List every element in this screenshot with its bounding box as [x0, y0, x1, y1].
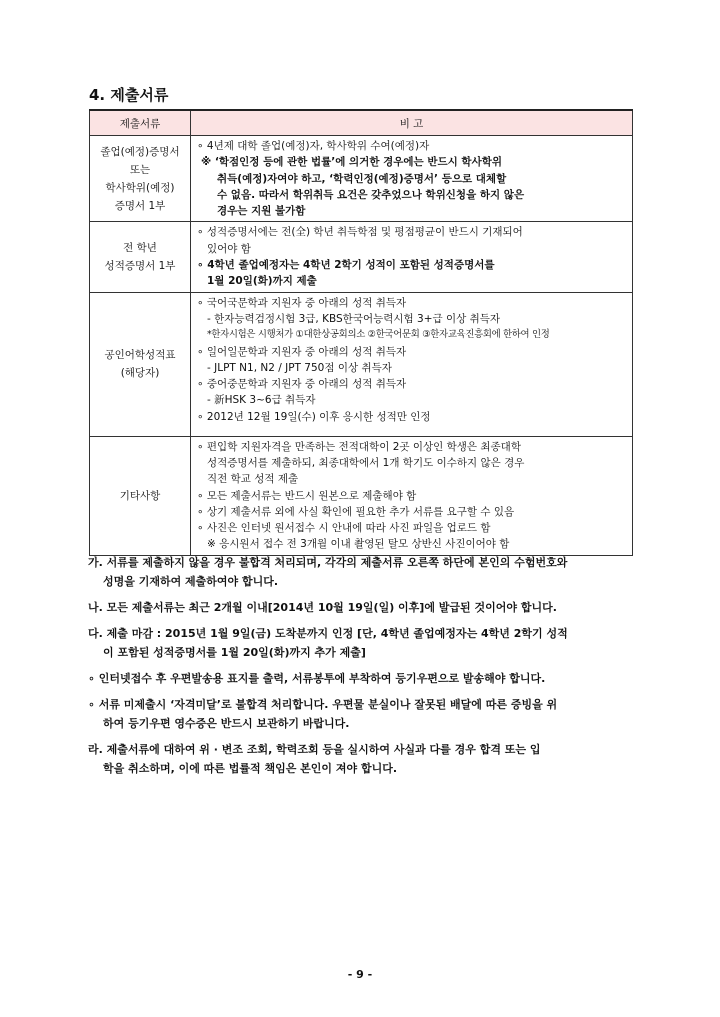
document-label — [90, 222, 191, 292]
note-line: 1월 20일(화)까지 제출 — [207, 275, 317, 288]
paragraph-line: 하여 등기우편 영수증은 반드시 보관하기 바랍니다. — [103, 717, 350, 730]
section-title: 4. 제출서류 — [89, 86, 169, 104]
document-note — [191, 292, 633, 436]
table-row — [90, 292, 633, 436]
note-paragraph — [88, 740, 640, 778]
note-line: ∘ 사진은 인터넷 원서접수 시 안내에 따라 사진 파일을 업로드 함 — [197, 522, 491, 535]
note-line: ∘ 편입학 지원자격을 만족하는 전적대학이 2곳 이상인 학생은 최종대학 — [197, 440, 521, 453]
label-line: 공인어학성적표 — [104, 349, 176, 362]
submission-documents-table — [89, 109, 633, 556]
paragraph-line: 학을 취소하며, 이에 따른 법률적 책임은 본인이 져야 합니다. — [103, 762, 398, 775]
note-line: ∘ 중어중문학과 지원자 중 아래의 성적 취득자 — [197, 378, 407, 391]
label-line: 증명서 1부 — [114, 199, 166, 212]
document-note — [191, 222, 633, 292]
note-line: 경우는 지원 불가함 — [217, 205, 306, 218]
label-line: 졸업(예정)증명서 — [100, 145, 180, 158]
page-number: - 9 - — [347, 968, 373, 981]
table-row — [90, 222, 633, 292]
paragraph-line: ∘ 서류 미제출시 ‘자격미달’로 불합격 처리합니다. 우편물 분실이나 잘못된 배달에 따른 증빙을 위 — [88, 698, 558, 711]
document-note — [191, 436, 633, 555]
document-note — [191, 136, 633, 222]
paragraph-line: 나. 모든 제출서류는 최근 2개월 이내[2014년 10월 19일(일) 이후]에 발급된 것이어야 합니다. — [88, 601, 557, 614]
note-paragraph — [88, 553, 640, 591]
table-header-row — [90, 110, 633, 136]
note-line: ∘ 모든 제출서류는 반드시 원본으로 제출해야 함 — [197, 489, 417, 502]
header-documents: 제출서류 — [90, 110, 191, 136]
note-paragraph — [88, 598, 640, 617]
note-line: ∘ 일어일문학과 지원자 중 아래의 성적 취득자 — [197, 345, 407, 358]
note-line: - 한자능력검정시험 3급, KBS한국어능력시험 3+급 이상 취득자 — [207, 312, 501, 325]
label-line: 또는 — [129, 163, 151, 176]
note-line: 직전 학교 성적 제출 — [207, 473, 299, 486]
paragraph-line: 이 포함된 성적증명서를 1월 20일(화)까지 추가 제출] — [103, 646, 366, 659]
note-line: ∘ 4학년 졸업예정자는 4학년 2학기 성적이 포함된 성적증명서를 — [197, 259, 495, 272]
note-line: 취득(예정)자여야 하고, ‘학력인정(예정)증명서’ 등으로 대체할 — [217, 172, 507, 185]
paragraph-line: 가. 서류를 제출하지 않을 경우 불합격 처리되며, 각각의 제출서류 오른쪽 하단에 본인의 수험번호와 — [88, 556, 568, 569]
document-label — [90, 136, 191, 222]
note-line: ∘ 4년제 대학 졸업(예정)자, 학사학위 수여(예정)자 — [197, 140, 430, 152]
document-label — [90, 436, 191, 555]
note-line: 수 없음. 따라서 학위취득 요건은 갖추었으나 학위신청을 하지 않은 — [217, 188, 525, 201]
table-row — [90, 436, 633, 555]
label-line: 성적증명서 1부 — [104, 260, 176, 273]
note-line: 있어야 함 — [207, 242, 251, 255]
note-line: 성적증명서를 제출하되, 최종대학에서 1개 학기도 이수하지 않은 경우 — [207, 456, 525, 469]
table-row — [90, 136, 633, 222]
label-line: (해당자) — [120, 367, 160, 380]
note-line: ∘ 성적증명서에는 전(全) 학년 취득학점 및 평점평균이 반드시 기재되어 — [197, 226, 523, 239]
note-line: ※ ‘학점인정 등에 관한 법률’에 의거한 경우에는 반드시 학사학위 — [201, 156, 503, 169]
note-line: *한자시험은 시행처가 ①대한상공회의소 ②한국어문회 ③한자교육진흥회에 한하여 인정 — [207, 329, 550, 341]
note-paragraph — [88, 624, 640, 662]
header-notes: 비 고 — [191, 110, 633, 136]
notes-section — [88, 553, 640, 785]
label-line: 기타사항 — [119, 489, 161, 502]
label-line: 전 학년 — [123, 242, 157, 255]
paragraph-line: 다. 제출 마감 : 2015년 1월 9일(금) 도착분까지 인정 [단, 4학년 졸업예정자는 4학년 2학기 성적 — [88, 627, 568, 640]
paragraph-line: 라. 제출서류에 대하여 위 · 변조 조회, 학력조회 등을 실시하여 사실과 다를 경우 합격 또는 입 — [88, 743, 541, 756]
paragraph-line: 성명을 기재하여 제출하여야 합니다. — [103, 575, 279, 588]
note-paragraph — [88, 695, 640, 733]
note-line: ※ 응시원서 접수 전 3개월 이내 촬영된 탈모 상반신 사진이어야 함 — [207, 538, 510, 551]
document-label — [90, 292, 191, 436]
note-line: ∘ 상기 제출서류 외에 사실 확인에 필요한 추가 서류를 요구할 수 있음 — [197, 505, 515, 518]
label-line: 학사학위(예정) — [105, 181, 175, 194]
note-line: ∘ 2012년 12월 19일(수) 이후 응시한 성적만 인정 — [197, 410, 431, 423]
note-line: - JLPT N1, N2 / JPT 750점 이상 취득자 — [207, 361, 392, 374]
note-line: - 新HSK 3~6급 취득자 — [207, 394, 316, 407]
paragraph-line: ∘ 인터넷접수 후 우편발송용 표지를 출력, 서류봉투에 부착하여 등기우편으로 발송해야 합니다. — [88, 672, 546, 685]
note-paragraph — [88, 669, 640, 688]
note-line: ∘ 국어국문학과 지원자 중 아래의 성적 취득자 — [197, 296, 407, 309]
